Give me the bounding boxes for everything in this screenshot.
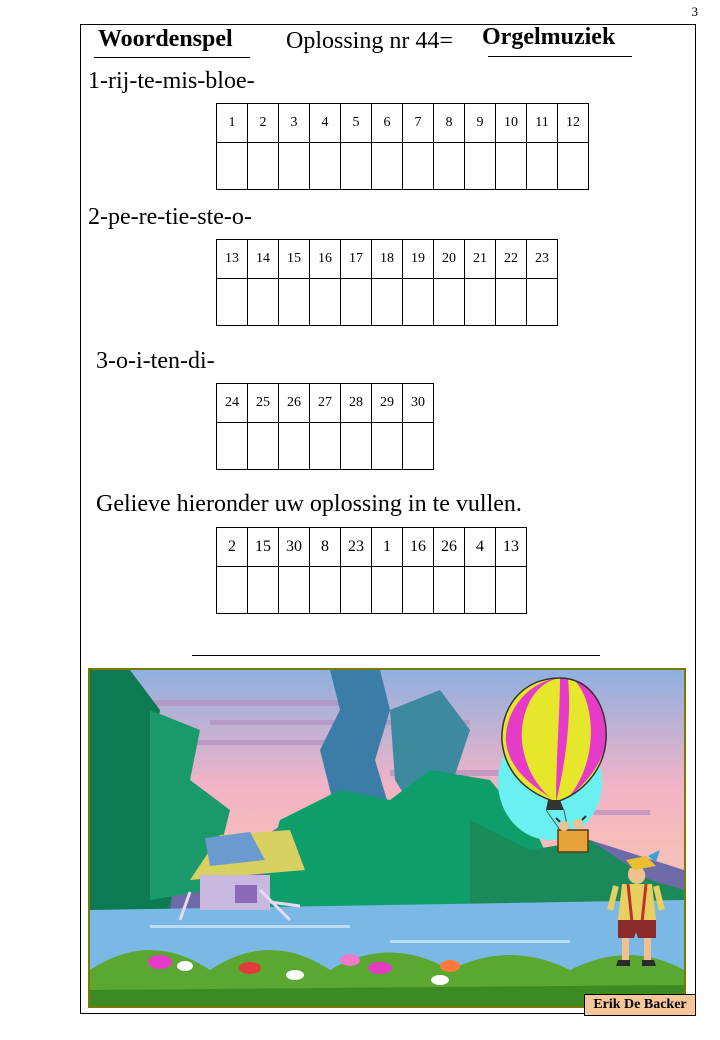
clue-1-number-row bbox=[217, 104, 589, 143]
grid-number-cell: 30 bbox=[279, 528, 310, 567]
clue-2-number-row bbox=[217, 240, 558, 279]
grid-number-cell: 22 bbox=[496, 240, 527, 279]
grid-answer-cell[interactable] bbox=[279, 143, 310, 190]
grid-number-cell: 6 bbox=[372, 104, 403, 143]
grid-number-cell: 16 bbox=[403, 528, 434, 567]
answer-text: Orgelmuziek bbox=[482, 24, 616, 50]
grid-number-cell: 20 bbox=[434, 240, 465, 279]
grid-answer-cell[interactable] bbox=[465, 567, 496, 614]
clue-2-grid bbox=[216, 239, 558, 326]
grid-answer-cell[interactable] bbox=[217, 143, 248, 190]
clue-1-text: 1-rij-te-mis-bloe- bbox=[88, 68, 255, 94]
grid-answer-cell[interactable] bbox=[372, 567, 403, 614]
grid-answer-cell[interactable] bbox=[217, 567, 248, 614]
grid-answer-cell[interactable] bbox=[403, 567, 434, 614]
grid-number-cell: 8 bbox=[434, 104, 465, 143]
grid-number-cell: 4 bbox=[310, 104, 341, 143]
solution-label: Oplossing nr 44= bbox=[286, 28, 453, 54]
grid-answer-cell[interactable] bbox=[403, 423, 434, 470]
grid-number-cell: 27 bbox=[310, 384, 341, 423]
grid-answer-cell[interactable] bbox=[248, 423, 279, 470]
grid-number-cell: 24 bbox=[217, 384, 248, 423]
solution-instruction: Gelieve hieronder uw oplossing in te vullen. bbox=[96, 491, 522, 517]
landscape-balloon-illustration-icon bbox=[90, 670, 684, 1006]
grid-answer-cell[interactable] bbox=[434, 279, 465, 326]
landscape-illustration bbox=[88, 668, 686, 1008]
grid-answer-cell[interactable] bbox=[558, 143, 589, 190]
grid-answer-cell[interactable] bbox=[465, 143, 496, 190]
grid-answer-cell[interactable] bbox=[341, 423, 372, 470]
grid-answer-cell[interactable] bbox=[341, 279, 372, 326]
grid-answer-cell[interactable] bbox=[248, 143, 279, 190]
grid-answer-cell[interactable] bbox=[465, 279, 496, 326]
clue-3-number-row bbox=[217, 384, 434, 423]
grid-number-cell: 15 bbox=[248, 528, 279, 567]
grid-answer-cell[interactable] bbox=[279, 279, 310, 326]
grid-answer-cell[interactable] bbox=[310, 567, 341, 614]
grid-number-cell: 13 bbox=[217, 240, 248, 279]
grid-answer-cell[interactable] bbox=[372, 423, 403, 470]
grid-answer-cell[interactable] bbox=[372, 143, 403, 190]
grid-answer-cell[interactable] bbox=[496, 279, 527, 326]
grid-number-cell: 28 bbox=[341, 384, 372, 423]
grid-number-cell: 10 bbox=[496, 104, 527, 143]
grid-number-cell: 1 bbox=[372, 528, 403, 567]
clue-2-text: 2-pe-re-tie-ste-o- bbox=[88, 204, 252, 230]
grid-answer-cell[interactable] bbox=[279, 567, 310, 614]
grid-answer-cell[interactable] bbox=[527, 143, 558, 190]
clue-3-text: 3-o-i-ten-di- bbox=[96, 348, 215, 374]
grid-number-cell: 26 bbox=[279, 384, 310, 423]
grid-answer-cell[interactable] bbox=[217, 279, 248, 326]
grid-number-cell: 21 bbox=[465, 240, 496, 279]
clue-3-grid bbox=[216, 383, 434, 470]
grid-number-cell: 5 bbox=[341, 104, 372, 143]
grid-answer-cell[interactable] bbox=[341, 567, 372, 614]
clue-2-answer-row bbox=[217, 279, 558, 326]
grid-number-cell: 8 bbox=[310, 528, 341, 567]
grid-answer-cell[interactable] bbox=[248, 279, 279, 326]
page-number: 3 bbox=[691, 4, 698, 19]
grid-number-cell: 2 bbox=[248, 104, 279, 143]
page-title: Woordenspel bbox=[98, 26, 233, 52]
grid-number-cell: 25 bbox=[248, 384, 279, 423]
grid-answer-cell[interactable] bbox=[248, 567, 279, 614]
grid-number-cell: 16 bbox=[310, 240, 341, 279]
grid-number-cell: 26 bbox=[434, 528, 465, 567]
grid-number-cell: 2 bbox=[217, 528, 248, 567]
grid-number-cell: 30 bbox=[403, 384, 434, 423]
clue-1-grid bbox=[216, 103, 589, 190]
grid-number-cell: 14 bbox=[248, 240, 279, 279]
grid-number-cell: 18 bbox=[372, 240, 403, 279]
grid-answer-cell[interactable] bbox=[496, 567, 527, 614]
grid-number-cell: 11 bbox=[527, 104, 558, 143]
grid-answer-cell[interactable] bbox=[310, 423, 341, 470]
grid-number-cell: 19 bbox=[403, 240, 434, 279]
grid-number-cell: 17 bbox=[341, 240, 372, 279]
grid-number-cell: 4 bbox=[465, 528, 496, 567]
grid-answer-cell[interactable] bbox=[310, 279, 341, 326]
answer-underline bbox=[488, 56, 632, 57]
grid-answer-cell[interactable] bbox=[434, 567, 465, 614]
title-underline bbox=[94, 57, 250, 58]
grid-number-cell: 9 bbox=[465, 104, 496, 143]
solution-answer-row bbox=[217, 567, 527, 614]
grid-answer-cell[interactable] bbox=[496, 143, 527, 190]
grid-number-cell: 15 bbox=[279, 240, 310, 279]
grid-answer-cell[interactable] bbox=[217, 423, 248, 470]
grid-number-cell: 23 bbox=[341, 528, 372, 567]
grid-answer-cell[interactable] bbox=[527, 279, 558, 326]
clue-3-answer-row bbox=[217, 423, 434, 470]
grid-number-cell: 12 bbox=[558, 104, 589, 143]
solution-grid bbox=[216, 527, 527, 614]
grid-answer-cell[interactable] bbox=[403, 279, 434, 326]
grid-answer-cell[interactable] bbox=[372, 279, 403, 326]
divider-line bbox=[192, 655, 600, 656]
grid-number-cell: 1 bbox=[217, 104, 248, 143]
solution-number-row bbox=[217, 528, 527, 567]
clue-1-answer-row bbox=[217, 143, 589, 190]
grid-answer-cell[interactable] bbox=[341, 143, 372, 190]
grid-answer-cell[interactable] bbox=[434, 143, 465, 190]
grid-number-cell: 23 bbox=[527, 240, 558, 279]
grid-answer-cell[interactable] bbox=[403, 143, 434, 190]
grid-number-cell: 3 bbox=[279, 104, 310, 143]
grid-answer-cell[interactable] bbox=[279, 423, 310, 470]
grid-answer-cell[interactable] bbox=[310, 143, 341, 190]
grid-number-cell: 7 bbox=[403, 104, 434, 143]
grid-number-cell: 29 bbox=[372, 384, 403, 423]
credit-label: Erik De Backer bbox=[584, 994, 696, 1016]
grid-number-cell: 13 bbox=[496, 528, 527, 567]
